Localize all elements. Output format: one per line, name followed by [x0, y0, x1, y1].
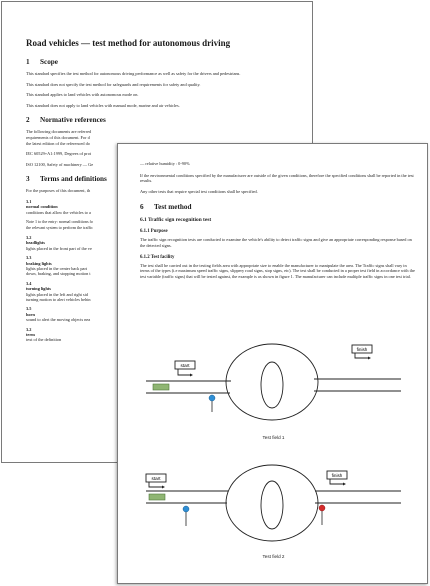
test-field-2-diagram — [118, 453, 428, 553]
scope-paragraph-1: This standard specifies the test method for autonomous driving performance as well as safety for the drivers and pedestrians. — [26, 71, 241, 76]
section-6-heading — [140, 203, 415, 211]
section-title: Test method — [154, 203, 192, 212]
term-definition: lights placed in the front part of the ve — [26, 245, 92, 251]
references-line-3: the latest edition of the referenced do — [26, 140, 90, 146]
section-6-1-1-heading: 6.1.1 Purpose — [140, 229, 168, 235]
term-definition: lights placed in the left and right sid — [26, 291, 88, 297]
section-2-heading — [26, 116, 308, 124]
section-title: Terms and definitions — [40, 175, 107, 184]
environment-paragraph-2: Any other tests that require special test conditions shall be specified. — [140, 188, 258, 194]
reference-item-2: ISO 12100, Safety of machinery — Ge — [26, 161, 94, 167]
scope-paragraph-4: This standard does not apply to land vehicles with manual mode, marine and air vehicles. — [26, 102, 180, 108]
loop-outer — [226, 344, 318, 420]
test-field-2-caption: Test field 2 — [262, 554, 285, 559]
start-arrow-icon — [162, 486, 165, 489]
section-number: 2 — [26, 116, 30, 125]
finish-arrow-icon — [368, 357, 371, 360]
term-name: term — [26, 332, 35, 338]
finish-label: finish — [331, 473, 343, 478]
term-name: horn — [26, 311, 35, 317]
term-name: normal condition — [26, 204, 58, 210]
terms-intro: For the purposes of this document, th — [26, 188, 91, 194]
test-field-2-figure — [118, 453, 428, 559]
term-definition: sound to alert the moving objects nea — [26, 317, 91, 323]
start-label: start — [151, 476, 161, 481]
start-arrow-line — [149, 482, 162, 487]
section-title: Normative references — [40, 116, 106, 125]
traffic-sign-blue-icon — [183, 506, 189, 512]
humidity-line: — relative humidity : 0-90% — [140, 161, 190, 166]
scope-paragraph-3: This standard applies to land vehicles with autonomous mode on. — [26, 92, 139, 98]
term-number: 3.5 — [26, 306, 32, 312]
test-field-1-caption: Test field 1 — [262, 435, 285, 440]
term-number: 3.3 — [26, 255, 32, 261]
references-line-1: The following documents are referred — [26, 129, 92, 135]
facility-paragraph: The test shall be carried out in the testing fields area with appropriate size to enable the manufacturer to manipulate the area. The Traffic signs shall vary in terms of the types (i.e maximum speed traffic signs, slippery road signs, stop signs, etc). The test shall be conducted in a proper test field in accordance with the test variable (traffic signs) that will be tested against, the example is as shown in figure 1. The manufacturer can include multiple traffic signs in one test trial. — [140, 262, 415, 279]
finish-arrow-line — [330, 479, 343, 484]
vehicle-icon — [149, 494, 165, 500]
section-number: 6 — [140, 203, 144, 212]
loop-inner — [261, 362, 283, 408]
test-field-1-figure — [118, 334, 428, 440]
start-arrow-line — [178, 369, 190, 375]
page-2-content — [140, 161, 415, 284]
term-definition-line-2: turning motion to alert vehicles behin — [26, 297, 91, 303]
section-6-1-2-heading: 6.1.2 Test facility — [140, 254, 175, 260]
loop-outer — [226, 465, 318, 541]
term-definition: lights placed in the center back part — [26, 266, 88, 271]
term-number: 3.1 — [26, 198, 32, 204]
finish-arrow-line — [355, 353, 368, 358]
loop-inner — [261, 481, 283, 529]
term-number: 3.4 — [26, 280, 32, 286]
document-title: Road vehicles — test method for autonomous driving — [26, 38, 231, 48]
section-1-heading — [26, 58, 308, 66]
term-name: braking lights — [26, 260, 52, 266]
note-line-2: the relevant system to perform the traffic — [26, 224, 93, 230]
section-number: 1 — [26, 58, 30, 66]
section-title: Scope — [40, 58, 58, 66]
term-number: 3.2 — [26, 234, 32, 240]
term-name: headlights — [26, 240, 45, 246]
section-6-1-heading: 6.1 Traffic sign recognition test — [140, 217, 212, 224]
term-definition: text of the definition — [26, 337, 62, 343]
finish-label: finish — [356, 347, 368, 352]
traffic-sign-red-icon — [319, 505, 325, 511]
test-field-1-diagram — [118, 334, 428, 434]
document-page-2 — [117, 143, 428, 584]
environment-paragraph-1: If the environmental conditions specified by the manufacturer are outside of the given conditions, therefore the specified conditions shall be reported in the test results. — [140, 172, 414, 184]
start-arrow-icon — [190, 374, 193, 377]
term-name: turning lights — [26, 286, 51, 292]
references-line-2: requirements of this document. For d — [26, 134, 90, 140]
vehicle-icon — [153, 384, 169, 390]
term-definition-line-2: down, braking, and stopping motion t — [26, 271, 91, 277]
scope-paragraph-2: This standard does not specify the test method for safeguards and requirements for safety and quality. — [26, 81, 201, 87]
term-number: 3.2 — [26, 326, 32, 332]
term-definition: conditions that allow the vehicles to a — [26, 209, 91, 215]
traffic-sign-icon — [209, 395, 215, 401]
purpose-paragraph: The traffic sign recognition tests are conducted to examine the vehicle's ability to detect traffic signs and give an appropriate corresponding response based on the detected signs. — [140, 237, 412, 248]
finish-arrow-icon — [343, 483, 346, 486]
start-label: start — [180, 363, 190, 368]
note-line-1: Note 1 to the entry: normal conditions fo — [26, 219, 93, 225]
section-number: 3 — [26, 175, 30, 184]
reference-item-1: IEC 60529+A1:1999, Degrees of prot — [26, 151, 92, 157]
